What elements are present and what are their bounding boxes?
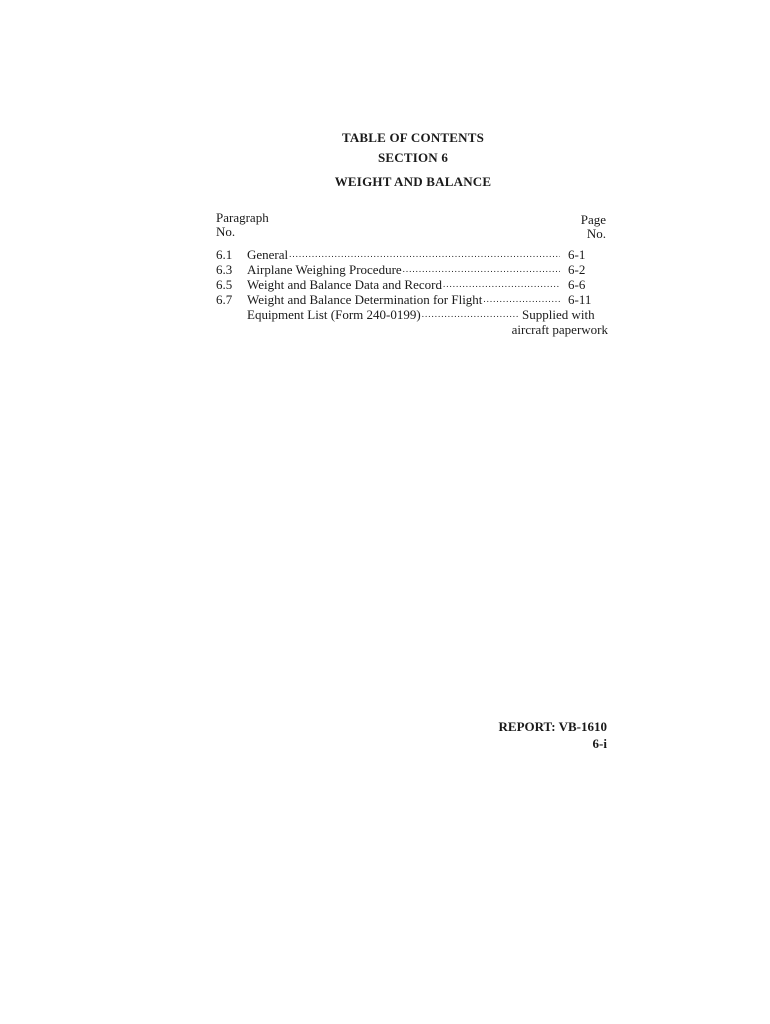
toc-entry-number: 6.3 [216, 262, 233, 277]
paragraph-header-line2: No. [216, 224, 236, 239]
toc-entry [216, 307, 608, 322]
dot-leader [421, 307, 518, 322]
toc-list [216, 247, 608, 337]
paragraph-column-header [216, 211, 269, 239]
toc-entry-page: 6-1 [568, 247, 586, 262]
toc-entry [216, 277, 608, 292]
dot-leader [442, 277, 560, 292]
toc-entry-page-continuation: aircraft paperwork [511, 322, 608, 337]
toc-entry-title: Equipment List (Form 240-0199) [247, 307, 421, 322]
toc-entry-number: 6.1 [216, 247, 233, 262]
toc-entry-page: Supplied with [522, 307, 595, 322]
page-header-line2: No. [586, 226, 606, 241]
report-number: REPORT: VB-1610 [498, 719, 607, 734]
toc-entry-page: 6-6 [568, 277, 586, 292]
dot-leader [288, 247, 560, 262]
page-column-header [560, 213, 606, 241]
toc-entry-number: 6.7 [216, 292, 233, 307]
toc-entry [216, 292, 608, 307]
page-number: 6-i [592, 736, 607, 751]
page-footer [450, 718, 607, 752]
paragraph-header-line1: Paragraph [216, 210, 269, 225]
toc-entry-title: General [247, 247, 289, 262]
toc-entry-title: Airplane Weighing Procedure [247, 262, 402, 277]
section-title: WEIGHT AND BALANCE [334, 174, 492, 189]
toc-entry-number: 6.5 [216, 277, 233, 292]
page-header-line1: Page [580, 212, 606, 227]
toc-entry [216, 262, 608, 277]
toc-entry [216, 247, 608, 262]
toc-entry-page: 6-2 [568, 262, 586, 277]
toc-entry-page: 6-11 [568, 292, 592, 307]
toc-entry-title: Weight and Balance Data and Record [247, 277, 442, 292]
toc-heading: TABLE OF CONTENTS [341, 130, 485, 145]
toc-entry-title: Weight and Balance Determination for Flight [247, 292, 483, 307]
dot-leader [402, 262, 560, 277]
section-heading: SECTION 6 [377, 150, 449, 165]
dot-leader [482, 292, 560, 307]
